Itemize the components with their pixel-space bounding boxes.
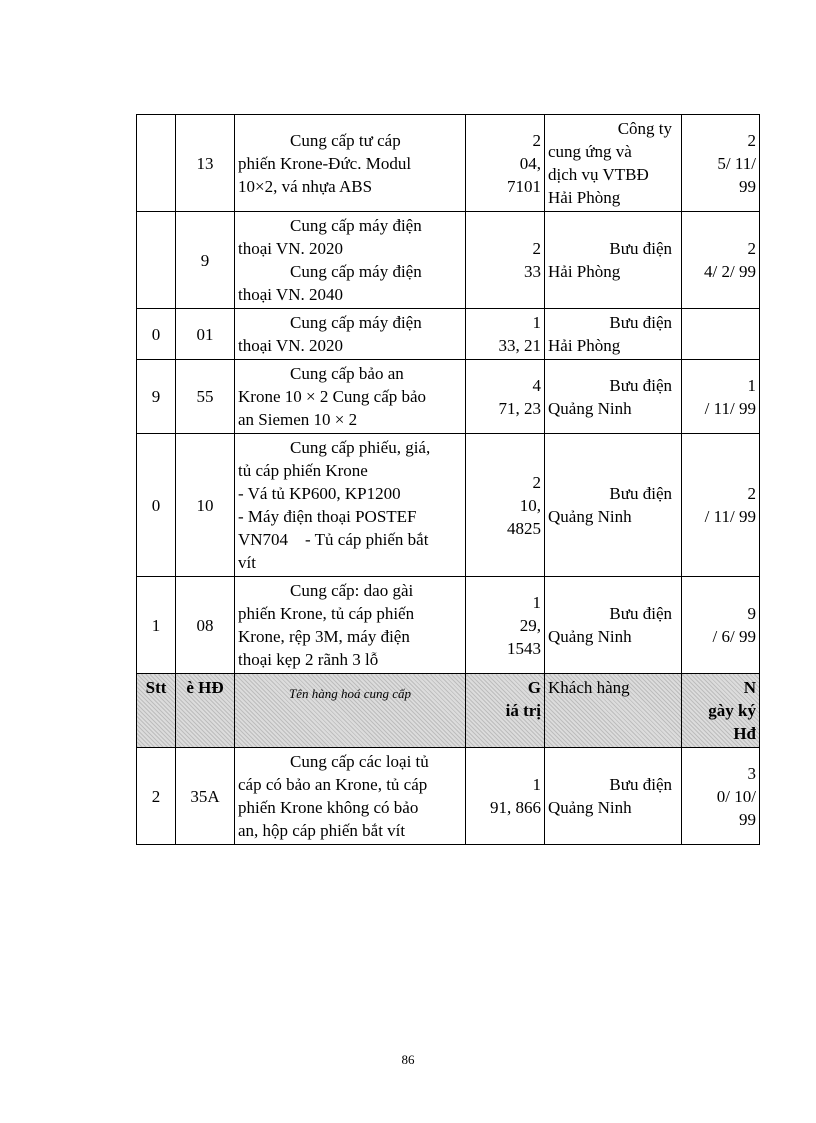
stt-cell-text: 0 xyxy=(151,324,161,344)
value-cell xyxy=(466,309,545,360)
date-cell-line: 5/ 11/ xyxy=(717,153,756,173)
customer-cell-line: cung ứng và xyxy=(548,142,632,161)
stt-cell xyxy=(137,360,176,434)
value-cell xyxy=(466,434,545,577)
value-cell-line: 04, xyxy=(519,153,541,173)
date-cell-line: 2 xyxy=(747,130,756,150)
customer-cell-line: Hải Phòng xyxy=(548,262,621,281)
description-cell-line: Krone 10 × 2 Cung cấp bảo xyxy=(238,387,427,406)
customer-cell-line: Bưu điện xyxy=(609,604,672,623)
date-cell-line: / 6/ 99 xyxy=(712,627,756,646)
contracts-table-body xyxy=(137,115,760,845)
customer-cell xyxy=(545,212,682,309)
customer-cell-line: Quảng Ninh xyxy=(548,507,632,526)
contract-number-cell xyxy=(176,115,235,212)
contract-number-cell-text: 10 xyxy=(196,495,214,515)
value-cell xyxy=(466,115,545,212)
description-cell-line: Cung cấp tư cáp xyxy=(290,130,401,150)
contract-number-cell xyxy=(176,309,235,360)
description-cell-line: an Siemen 10 × 2 xyxy=(238,410,358,429)
description-cell-line: thoại kẹp 2 rãnh 3 lỗ xyxy=(238,650,379,669)
description-cell-line: thoại VN. 2020 xyxy=(238,239,343,258)
contract-number-cell-text: 13 xyxy=(196,153,214,173)
value-cell-line: 2 xyxy=(532,239,541,258)
date-cell-line: 3 xyxy=(747,763,756,783)
description-cell-line: 10×2, vá nhựa ABS xyxy=(238,176,373,196)
contract-number-cell-text: è HĐ xyxy=(186,678,224,697)
stt-cell xyxy=(137,577,176,674)
date-cell-line: 4/ 2/ 99 xyxy=(704,262,756,281)
contract-number-cell xyxy=(176,360,235,434)
value-cell xyxy=(466,360,545,434)
table-row xyxy=(137,360,760,434)
description-cell xyxy=(235,360,466,434)
page-number: 86 xyxy=(401,1052,415,1067)
description-cell-line: Cung cấp máy điện xyxy=(290,313,422,332)
description-cell xyxy=(235,577,466,674)
value-cell-line: 1 xyxy=(532,313,541,332)
date-cell xyxy=(682,309,760,360)
date-cell xyxy=(682,360,760,434)
value-cell xyxy=(466,212,545,309)
value-cell-line: 33 xyxy=(524,262,541,281)
value-cell-line: 91, 866 xyxy=(490,798,541,817)
customer-cell xyxy=(545,360,682,434)
customer-cell-line: Bưu điện xyxy=(609,775,672,794)
date-cell-line: 9 xyxy=(747,604,756,623)
contract-number-cell-text: 55 xyxy=(196,387,214,406)
description-cell-line: VN704 - Tủ cáp phiến bắt xyxy=(238,530,429,549)
stt-cell xyxy=(137,748,176,845)
value-cell-line: 33, 21 xyxy=(498,336,541,355)
customer-cell-line: Hải Phòng xyxy=(548,336,621,355)
description-cell-line: thoại VN. 2040 xyxy=(238,285,343,304)
value-cell xyxy=(466,674,545,748)
description-cell xyxy=(235,748,466,845)
description-cell-line: Cung cấp bảo an xyxy=(290,364,404,383)
value-cell-line: 10, xyxy=(519,495,541,515)
value-cell-line: 7101 xyxy=(507,176,541,196)
contract-number-cell xyxy=(176,674,235,748)
customer-cell-line: Quảng Ninh xyxy=(548,627,632,646)
customer-cell-line: Quảng Ninh xyxy=(548,398,632,418)
description-cell xyxy=(235,674,466,748)
customer-cell-text: Khách hàng xyxy=(548,678,630,697)
description-cell-line: phiến Krone-Đức. Modul xyxy=(238,153,412,173)
date-cell-line: gày ký xyxy=(708,701,756,720)
description-cell-line: tủ cáp phiến Krone xyxy=(238,461,368,480)
description-cell-line: Cung cấp phiếu, giá, xyxy=(290,438,431,457)
date-cell-line: 99 xyxy=(739,176,756,196)
date-cell-line: 99 xyxy=(739,809,756,829)
value-cell-line: G xyxy=(527,678,541,697)
customer-cell xyxy=(545,577,682,674)
date-cell xyxy=(682,434,760,577)
table-row xyxy=(137,748,760,845)
stt-cell xyxy=(137,309,176,360)
date-cell xyxy=(682,115,760,212)
customer-cell-line: Bưu điện xyxy=(609,375,672,395)
stt-cell-text: Stt xyxy=(145,678,167,697)
value-cell-line: 4 xyxy=(532,375,541,395)
value-cell-line: 71, 23 xyxy=(498,398,541,418)
stt-cell xyxy=(137,212,176,309)
stt-cell xyxy=(137,434,176,577)
customer-cell xyxy=(545,309,682,360)
description-cell-text: Tên hàng hoá cung cấp xyxy=(288,686,412,701)
description-cell-line: - Vá tủ KP600, KP1200 xyxy=(238,484,401,503)
value-cell xyxy=(466,577,545,674)
date-cell-line: 0/ 10/ xyxy=(716,786,756,806)
value-cell xyxy=(466,748,545,845)
date-cell-line: 2 xyxy=(747,239,756,258)
stt-cell-text: 9 xyxy=(151,387,161,406)
customer-cell-line: Công ty xyxy=(617,119,672,138)
date-cell-line: Hđ xyxy=(733,724,756,743)
table-row xyxy=(137,212,760,309)
value-cell-line: 1543 xyxy=(507,638,541,658)
customer-cell-line: Quảng Ninh xyxy=(548,798,632,817)
customer-cell-line: Bưu điện xyxy=(609,484,672,503)
date-cell xyxy=(682,577,760,674)
date-cell xyxy=(682,674,760,748)
stt-cell-text: 2 xyxy=(151,786,161,806)
customer-cell-line: Bưu điện xyxy=(609,313,672,332)
contract-number-cell-text: 35A xyxy=(190,786,220,806)
contract-number-cell-text: 08 xyxy=(196,615,214,635)
date-cell-line: N xyxy=(743,678,756,697)
value-cell-line: 1 xyxy=(532,592,541,612)
date-cell-line: 1 xyxy=(747,375,756,395)
table-row xyxy=(137,577,760,674)
description-cell-line: phiến Krone, tủ cáp phiến xyxy=(238,604,415,623)
description-cell xyxy=(235,309,466,360)
stt-cell-text: 0 xyxy=(151,495,161,515)
contract-number-cell xyxy=(176,212,235,309)
contract-number-cell xyxy=(176,577,235,674)
stt-cell xyxy=(137,674,176,748)
customer-cell xyxy=(545,748,682,845)
contract-number-cell-text: 9 xyxy=(200,250,210,270)
contract-number-cell xyxy=(176,748,235,845)
stt-cell-text: 1 xyxy=(151,615,161,635)
description-cell-line: phiến Krone không có bảo xyxy=(238,798,419,817)
description-cell xyxy=(235,115,466,212)
customer-cell-line: Hải Phòng xyxy=(548,188,621,207)
description-cell-line: vít xyxy=(238,553,256,572)
description-cell-line: cáp có bảo an Krone, tủ cáp xyxy=(238,775,428,794)
table-row xyxy=(137,115,760,212)
description-cell xyxy=(235,434,466,577)
date-cell-line: 2 xyxy=(747,484,756,503)
customer-cell xyxy=(545,674,682,748)
value-cell-line: iá trị xyxy=(505,701,541,720)
value-cell-line: 29, xyxy=(519,615,541,635)
date-cell xyxy=(682,748,760,845)
table-header-row xyxy=(137,674,760,748)
table-row xyxy=(137,434,760,577)
contract-number-cell-text: 01 xyxy=(196,324,214,344)
customer-cell-line: dịch vụ VTBĐ xyxy=(548,165,649,184)
description-cell-line: - Máy điện thoại POSTEF xyxy=(238,507,417,526)
description-cell-line: Krone, rệp 3M, máy điện xyxy=(238,627,410,646)
customer-cell xyxy=(545,115,682,212)
stt-cell xyxy=(137,115,176,212)
description-cell-line: Cung cấp máy điện xyxy=(290,216,422,235)
customer-cell-line: Bưu điện xyxy=(609,239,672,258)
contract-number-cell xyxy=(176,434,235,577)
date-cell-line: / 11/ 99 xyxy=(704,398,756,418)
description-cell-line: thoại VN. 2020 xyxy=(238,336,343,355)
description-cell-line: an, hộp cáp phiến bắt vít xyxy=(238,821,406,840)
description-cell-line: Cung cấp: dao gài xyxy=(290,581,414,600)
table-row xyxy=(137,309,760,360)
value-cell-line: 1 xyxy=(532,775,541,794)
description-cell-line: Cung cấp các loại tủ xyxy=(290,752,429,771)
value-cell-line: 2 xyxy=(532,472,541,492)
contracts-table xyxy=(136,114,760,845)
value-cell-line: 4825 xyxy=(507,518,541,538)
date-cell xyxy=(682,212,760,309)
description-cell xyxy=(235,212,466,309)
value-cell-line: 2 xyxy=(532,130,541,150)
customer-cell xyxy=(545,434,682,577)
date-cell-line: / 11/ 99 xyxy=(704,507,756,526)
description-cell-line: Cung cấp máy điện xyxy=(290,262,422,281)
